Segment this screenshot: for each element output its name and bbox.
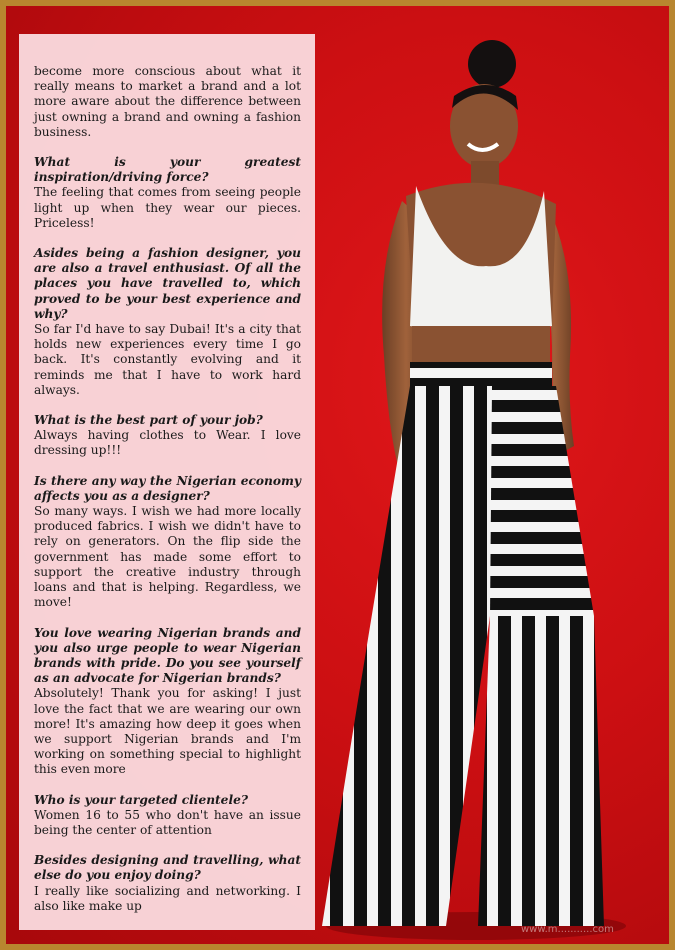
qa-item — [34, 413, 301, 459]
answer: So far I'd have to say Dubai! It's a city that holds new experiences every time I go back. It's constantly evolving and it reminds me that I have to work hard always. — [34, 322, 301, 397]
answer: So many ways. I wish we had more locally produced fabrics. I wish we didn't have to rely on generators. On the flip side the government has made some effort to support the creative industry through loans and that is helping. Regardless, we move! — [34, 504, 301, 610]
qa-item — [34, 474, 301, 611]
interview-text-panel — [19, 34, 315, 930]
magazine-page — [6, 6, 669, 944]
qa-item — [34, 155, 301, 231]
question: What is the best part of your job? — [34, 413, 263, 428]
question: Who is your targeted clientele? — [34, 792, 248, 807]
watermark: www.m...........com — [521, 924, 614, 935]
model-photo — [306, 26, 636, 944]
question: Asides being a fashion designer, you are also a travel enthusiast. Of all the places you have travelled to, which proved to be your best experience and why? — [34, 246, 301, 321]
qa-item — [34, 246, 301, 398]
answer: Absolutely! Thank you for asking! I just love the fact that we are wearing our own more! It's amazing how deep it goes when we support Nigerian brands and I'm working on something special to highlight this even more — [34, 686, 301, 777]
qa-item — [34, 853, 301, 914]
question: You love wearing Nigerian brands and you also urge people to wear Nigerian brands with pride. Do you see yourself as an advocate for Nigerian brands? — [34, 625, 301, 686]
qa-item — [34, 626, 301, 778]
question: What is your greatest inspiration/driving force? — [34, 155, 301, 185]
answer: I really like socializing and networking. I also like make up — [34, 883, 301, 913]
answer: Women 16 to 55 who don't have an issue being the center of attention — [34, 807, 301, 837]
intro-paragraph: become more conscious about what it really means to market a brand and a lot more aware about the difference between just owning a brand and owning a fashion business. — [34, 64, 301, 139]
answer: Always having clothes to Wear. I love dressing up!!! — [34, 428, 301, 458]
qa-item — [34, 793, 301, 839]
question: Besides designing and travelling, what else do you enjoy doing? — [34, 853, 301, 883]
answer: The feeling that comes from seeing people light up when they wear our pieces. Priceless! — [34, 185, 301, 230]
question: Is there any way the Nigerian economy affects you as a designer? — [34, 473, 301, 503]
